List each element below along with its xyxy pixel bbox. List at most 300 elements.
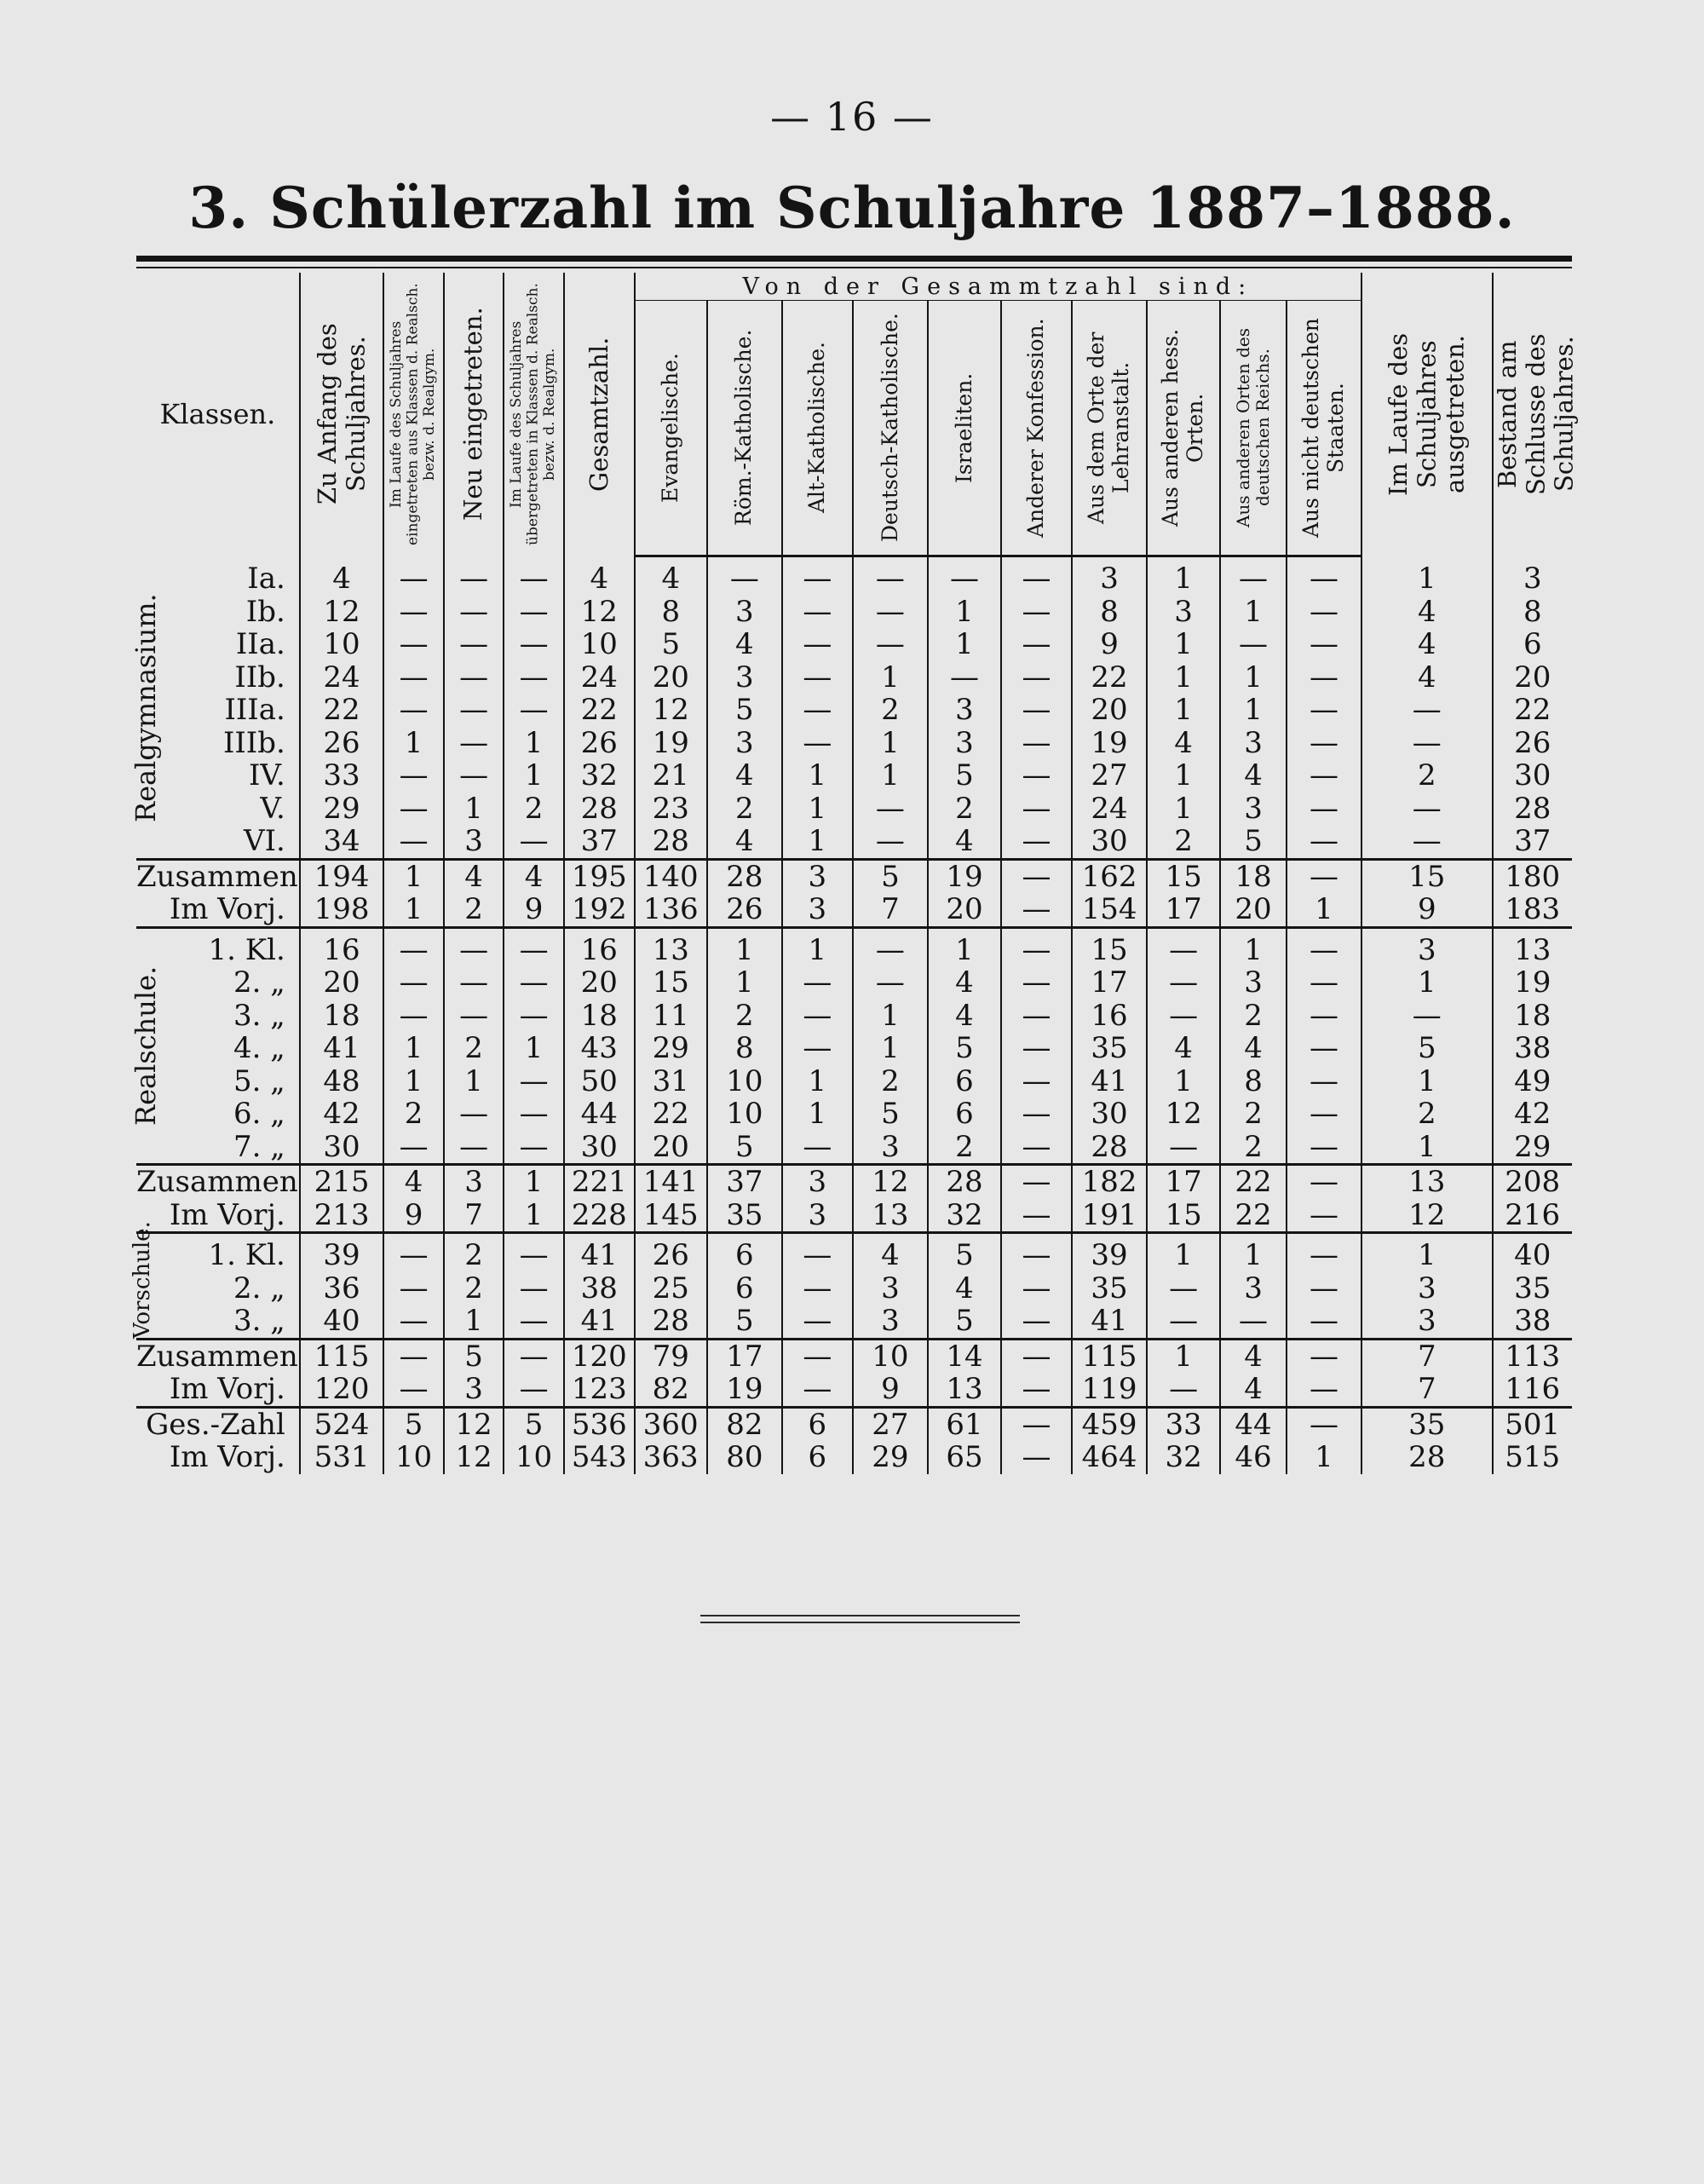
table-row xyxy=(136,759,1572,792)
table-cell: 22 xyxy=(1220,1199,1287,1233)
table-cell: — xyxy=(444,759,504,792)
table-cell: 27 xyxy=(853,1407,928,1441)
table-cell: 2 xyxy=(1220,1131,1287,1165)
table-cell: 82 xyxy=(707,1407,782,1441)
table-cell: 27 xyxy=(1072,759,1147,792)
row-label: Zusammen xyxy=(136,1339,298,1374)
table-cell: 2 xyxy=(1147,825,1220,859)
table-cell: 34 xyxy=(300,825,384,859)
row-label: IV. xyxy=(248,758,285,793)
table-cell: 1 xyxy=(1361,966,1492,1000)
table-cell: 5 xyxy=(635,628,707,661)
table-row xyxy=(136,792,1572,826)
table-cell: 15 xyxy=(635,966,707,1000)
table-cell: 531 xyxy=(300,1441,384,1474)
table-cell: 19 xyxy=(928,859,1001,893)
table-cell: — xyxy=(383,1233,444,1272)
table-cell: 363 xyxy=(635,1441,707,1474)
table-cell: 4 xyxy=(383,1165,444,1199)
table-cell: 543 xyxy=(564,1441,635,1474)
table-cell: 6 xyxy=(707,1272,782,1305)
table-cell: 1 xyxy=(1220,927,1287,966)
table-cell: — xyxy=(504,966,564,1000)
table-cell: — xyxy=(383,759,444,792)
table-cell: — xyxy=(782,727,853,760)
table-cell: — xyxy=(1001,1272,1072,1305)
table-cell: 123 xyxy=(564,1373,635,1407)
table-cell: — xyxy=(1287,1407,1361,1441)
table-cell: 17 xyxy=(707,1339,782,1373)
table-cell: 213 xyxy=(300,1199,384,1233)
table-cell: — xyxy=(782,628,853,661)
table-cell: 4 xyxy=(1361,661,1492,694)
table-cell: 32 xyxy=(928,1199,1001,1233)
header-anderer-konfession: Anderer Konfession. xyxy=(1001,301,1072,556)
row-label: Ges.-Zahl xyxy=(146,1407,285,1442)
table-cell: — xyxy=(1220,1305,1287,1339)
table-cell: 3 xyxy=(707,596,782,629)
table-cell: 26 xyxy=(707,893,782,927)
table-cell: 22 xyxy=(1493,694,1572,727)
row-label: Im Vorj. xyxy=(136,1373,300,1407)
header-eingetreten-aus: Im Laufe des Schuljahres eingetreten aus Klassen d. Realsch. bezw. d. Realgym. xyxy=(383,273,444,556)
table-cell: — xyxy=(782,1032,853,1065)
table-cell: 10 xyxy=(707,1065,782,1098)
table-cell: 3 xyxy=(782,893,853,927)
table-cell: — xyxy=(1287,1272,1361,1305)
table-row xyxy=(136,596,1572,629)
table-cell: — xyxy=(782,1233,853,1272)
sum-row xyxy=(136,893,1572,927)
table-cell: 1 xyxy=(1361,556,1492,596)
table-cell: — xyxy=(1287,1000,1361,1033)
table-cell: — xyxy=(383,1305,444,1339)
table-cell: 35 xyxy=(1493,1272,1572,1305)
table-cell: 4 xyxy=(564,556,635,596)
table-row xyxy=(136,825,1572,859)
table-cell: 17 xyxy=(1147,893,1220,927)
header-klassen: Klassen. xyxy=(159,398,276,431)
table-cell: — xyxy=(1287,596,1361,629)
table-row xyxy=(136,1065,1572,1098)
table-cell: 1 xyxy=(1147,661,1220,694)
sum-row xyxy=(136,1339,1572,1373)
table-cell: 15 xyxy=(1361,859,1492,893)
table-cell: 79 xyxy=(635,1339,707,1373)
table-cell: 9 xyxy=(1072,628,1147,661)
table-cell: 26 xyxy=(564,727,635,760)
row-label: 7. „ xyxy=(136,1131,300,1165)
table-cell: 28 xyxy=(1493,792,1572,826)
table-cell: 191 xyxy=(1072,1199,1147,1233)
header-aus-dem-orte: Aus dem Orte der Lehranstalt. xyxy=(1072,301,1147,556)
table-cell: 228 xyxy=(564,1199,635,1233)
table-cell: 13 xyxy=(635,927,707,966)
table-cell: — xyxy=(1001,1339,1072,1373)
row-label: 5. „ xyxy=(233,1063,285,1098)
table-cell: — xyxy=(444,927,504,966)
table-row xyxy=(136,1272,1572,1305)
table-cell: 208 xyxy=(1493,1165,1572,1199)
table-cell: — xyxy=(504,596,564,629)
table-cell: 3 xyxy=(707,727,782,760)
table-cell: 14 xyxy=(928,1339,1001,1373)
table-cell: 1 xyxy=(853,1000,928,1033)
table-cell: — xyxy=(383,556,444,596)
table-cell: — xyxy=(1361,825,1492,859)
table-cell: — xyxy=(1001,727,1072,760)
table-cell: 4 xyxy=(635,556,707,596)
page-number: — 16 — xyxy=(770,94,934,140)
table-cell: — xyxy=(853,825,928,859)
header-neu-eingetreten: Neu eingetreten. xyxy=(444,273,504,556)
table-cell: — xyxy=(1001,1407,1072,1441)
table-cell: 49 xyxy=(1493,1065,1572,1098)
closing-rule-second xyxy=(700,1622,1020,1623)
table-cell: 1 xyxy=(782,759,853,792)
row-label: Ia. xyxy=(247,561,285,596)
table-cell: — xyxy=(1220,628,1287,661)
table-cell: — xyxy=(782,1339,853,1373)
table-cell: 4 xyxy=(1220,759,1287,792)
table-cell: 1 xyxy=(782,1098,853,1131)
table-cell: 3 xyxy=(853,1131,928,1165)
table-cell: 1 xyxy=(1147,1339,1220,1373)
table-cell: 29 xyxy=(300,792,384,826)
table-cell: 3 xyxy=(928,727,1001,760)
table-cell: 20 xyxy=(564,966,635,1000)
table-cell: — xyxy=(1287,1233,1361,1272)
table-cell: 12 xyxy=(1147,1098,1220,1131)
table-cell: 12 xyxy=(1361,1199,1492,1233)
table-cell: — xyxy=(504,1339,564,1373)
table-cell: — xyxy=(1001,1373,1072,1407)
table-row xyxy=(136,1032,1572,1065)
table-cell: 1 xyxy=(444,792,504,826)
table-cell: 19 xyxy=(1072,727,1147,760)
table-cell: 1 xyxy=(853,759,928,792)
table-cell: — xyxy=(1287,694,1361,727)
table-cell: 41 xyxy=(1072,1065,1147,1098)
table-cell: 1 xyxy=(383,1032,444,1065)
table-cell: 3 xyxy=(1220,792,1287,826)
table-cell: 154 xyxy=(1072,893,1147,927)
section-label: Realschule. xyxy=(130,965,162,1127)
table-cell: 1 xyxy=(853,661,928,694)
table-cell: 29 xyxy=(1493,1131,1572,1165)
table-row xyxy=(136,556,1572,596)
table-cell: 3 xyxy=(1361,1305,1492,1339)
table-cell: 41 xyxy=(564,1305,635,1339)
table-cell: 1 xyxy=(504,727,564,760)
table-cell: 12 xyxy=(853,1165,928,1199)
table-cell: 18 xyxy=(564,1000,635,1033)
table-cell: 28 xyxy=(707,859,782,893)
table-cell: 1 xyxy=(853,727,928,760)
table-cell: — xyxy=(1287,759,1361,792)
table-cell: — xyxy=(1001,556,1072,596)
table-cell: 5 xyxy=(928,1032,1001,1065)
table-cell: 1 xyxy=(1220,661,1287,694)
table-cell: 17 xyxy=(1147,1165,1220,1199)
table-cell: — xyxy=(1287,1098,1361,1131)
table-cell: 6 xyxy=(1493,628,1572,661)
table-cell: 20 xyxy=(635,1131,707,1165)
table-cell: 3 xyxy=(782,1165,853,1199)
table-cell: — xyxy=(504,1131,564,1165)
table-cell: 1 xyxy=(782,1065,853,1098)
table-cell: 195 xyxy=(564,859,635,893)
row-label: Zusammen xyxy=(136,1165,298,1200)
table-cell: 5 xyxy=(504,1407,564,1441)
table-cell: 4 xyxy=(1361,628,1492,661)
table-cell: 1 xyxy=(1361,1131,1492,1165)
table-row xyxy=(136,966,1572,1000)
table-cell: 4 xyxy=(1361,596,1492,629)
table-cell: 33 xyxy=(300,759,384,792)
row-label: 2. „ xyxy=(233,1271,285,1305)
table-cell: 4 xyxy=(853,1233,928,1272)
table-cell: 5 xyxy=(1220,825,1287,859)
table-cell: 20 xyxy=(1072,694,1147,727)
table-cell: 6 xyxy=(707,1233,782,1272)
table-cell: — xyxy=(383,596,444,629)
table-cell: 26 xyxy=(300,727,384,760)
table-cell: 459 xyxy=(1072,1407,1147,1441)
table-cell: 18 xyxy=(1493,1000,1572,1033)
table-cell: 3 xyxy=(1220,727,1287,760)
table-cell: 6 xyxy=(782,1407,853,1441)
table-cell: 22 xyxy=(635,1098,707,1131)
table-cell: 10 xyxy=(853,1339,928,1373)
table-cell: 116 xyxy=(1493,1373,1572,1407)
table-cell: — xyxy=(1287,628,1361,661)
row-label: IIIa. xyxy=(224,693,285,728)
table-cell: 3 xyxy=(444,1165,504,1199)
table-cell: 5 xyxy=(853,859,928,893)
table-cell: — xyxy=(853,628,928,661)
table-cell: 1 xyxy=(504,1199,564,1233)
row-label: 1. Kl. xyxy=(208,932,285,967)
table-cell: 20 xyxy=(1220,893,1287,927)
table-cell: 3 xyxy=(1493,556,1572,596)
table-cell: — xyxy=(504,1000,564,1033)
table-cell: 38 xyxy=(1493,1032,1572,1065)
table-cell: — xyxy=(504,628,564,661)
table-cell: 48 xyxy=(300,1065,384,1098)
table-cell: 194 xyxy=(300,859,384,893)
table-cell: — xyxy=(1147,1131,1220,1165)
table-cell: 13 xyxy=(928,1373,1001,1407)
table-cell: — xyxy=(383,1373,444,1407)
table-cell: 10 xyxy=(300,628,384,661)
table-cell: 360 xyxy=(635,1407,707,1441)
table-cell: 10 xyxy=(564,628,635,661)
table-cell: 10 xyxy=(383,1441,444,1474)
table-cell: 4 xyxy=(1147,727,1220,760)
table-cell: 16 xyxy=(1072,1000,1147,1033)
header-israeliten: Israeliten. xyxy=(928,301,1001,556)
table-cell: 28 xyxy=(1072,1131,1147,1165)
table-cell: 2 xyxy=(1220,1098,1287,1131)
table-cell: 3 xyxy=(444,1373,504,1407)
table-cell: 3 xyxy=(928,694,1001,727)
header-evangelisch: Evangelische. xyxy=(635,301,707,556)
table-cell: — xyxy=(1287,1065,1361,1098)
table-cell: 2 xyxy=(707,792,782,826)
table-cell: — xyxy=(1147,927,1220,966)
table-cell: — xyxy=(1287,1373,1361,1407)
table-cell: — xyxy=(1001,893,1072,927)
table-cell: 1 xyxy=(504,1032,564,1065)
table-cell: — xyxy=(383,1000,444,1033)
table-cell: 37 xyxy=(1493,825,1572,859)
table-cell: 18 xyxy=(300,1000,384,1033)
table-cell: 19 xyxy=(707,1373,782,1407)
table-cell: 1 xyxy=(1147,628,1220,661)
table-cell: — xyxy=(1147,966,1220,1000)
table-header xyxy=(136,273,1579,556)
table-cell: 536 xyxy=(564,1407,635,1441)
table-cell: 2 xyxy=(1361,1098,1492,1131)
top-rule xyxy=(136,256,1572,262)
table-cell: 1 xyxy=(1287,1441,1361,1474)
table-cell: 4 xyxy=(707,628,782,661)
table-cell: 12 xyxy=(635,694,707,727)
table-cell: — xyxy=(1001,1165,1072,1199)
table-cell: — xyxy=(1287,1199,1361,1233)
table-cell: — xyxy=(1287,1165,1361,1199)
table-cell: 182 xyxy=(1072,1165,1147,1199)
table-cell: 1 xyxy=(504,1165,564,1199)
table-cell: 501 xyxy=(1493,1407,1572,1441)
table-cell: 1 xyxy=(1147,694,1220,727)
table-cell: 464 xyxy=(1072,1441,1147,1474)
table-row xyxy=(136,694,1572,727)
row-label: 3. „ xyxy=(233,998,285,1033)
table-cell: 2 xyxy=(444,893,504,927)
table-cell: 4 xyxy=(1220,1032,1287,1065)
table-cell: — xyxy=(782,966,853,1000)
table-cell: 20 xyxy=(300,966,384,1000)
table-cell: — xyxy=(1001,825,1072,859)
header-group-gesammtzahl: Von der Gesammtzahl sind: xyxy=(635,273,1361,301)
table-cell: — xyxy=(1361,694,1492,727)
table-cell: 3 xyxy=(444,825,504,859)
table-cell: 3 xyxy=(1361,927,1492,966)
table-cell: 39 xyxy=(300,1233,384,1272)
table-cell: 19 xyxy=(635,727,707,760)
table-cell: — xyxy=(853,927,928,966)
table-cell: 5 xyxy=(928,1305,1001,1339)
table-cell: 37 xyxy=(707,1165,782,1199)
table-cell: — xyxy=(782,556,853,596)
table-cell: 7 xyxy=(1361,1339,1492,1373)
header-uebergetreten: Im Laufe des Schuljahres übergetreten in Klassen d. Realsch. bezw. d. Realgym. xyxy=(504,273,564,556)
table-cell: 8 xyxy=(1493,596,1572,629)
table-cell: — xyxy=(504,1098,564,1131)
sum-row xyxy=(136,1165,1572,1199)
table-cell: — xyxy=(1287,661,1361,694)
row-label: 3. „ xyxy=(136,1305,300,1339)
table-cell: 3 xyxy=(782,859,853,893)
table-cell: 24 xyxy=(300,661,384,694)
header-deutsch-kath: Deutsch-Katholische. xyxy=(853,301,928,556)
table-cell: — xyxy=(1001,1065,1072,1098)
table-cell: — xyxy=(1001,859,1072,893)
table-cell: 22 xyxy=(300,694,384,727)
table-cell: — xyxy=(1361,792,1492,826)
section-label: Realgymnasium. xyxy=(130,593,162,822)
table-cell: 2 xyxy=(853,1065,928,1098)
table-cell: 1 xyxy=(928,927,1001,966)
table-cell: 5 xyxy=(928,1233,1001,1272)
table-cell: 28 xyxy=(1361,1441,1492,1474)
table-row xyxy=(136,727,1572,760)
table-cell: — xyxy=(1147,1305,1220,1339)
table-cell: — xyxy=(383,825,444,859)
table-cell: — xyxy=(1001,966,1072,1000)
table-cell: 1 xyxy=(1361,1233,1492,1272)
table-cell: — xyxy=(782,1272,853,1305)
table-cell: 8 xyxy=(707,1032,782,1065)
table-cell: — xyxy=(1147,1000,1220,1033)
table-cell: — xyxy=(1001,628,1072,661)
table-cell: 1 xyxy=(444,1305,504,1339)
table-cell: 4 xyxy=(300,556,384,596)
table-cell: — xyxy=(1001,1000,1072,1033)
table-row xyxy=(136,1000,1572,1033)
table-cell: 1 xyxy=(504,759,564,792)
table-cell: 24 xyxy=(564,661,635,694)
table-cell: 18 xyxy=(1220,859,1287,893)
table-cell: — xyxy=(853,792,928,826)
table-cell: 9 xyxy=(853,1373,928,1407)
table-cell: 9 xyxy=(383,1199,444,1233)
table-cell: — xyxy=(1287,1032,1361,1065)
row-label: V. xyxy=(260,791,285,826)
table-cell: — xyxy=(1001,1441,1072,1474)
table-cell: — xyxy=(504,825,564,859)
table-cell: — xyxy=(444,966,504,1000)
table-cell: 4 xyxy=(928,966,1001,1000)
table-cell: — xyxy=(782,1373,853,1407)
table-cell: — xyxy=(504,1272,564,1305)
table-row xyxy=(136,927,1572,966)
table-cell: 80 xyxy=(707,1441,782,1474)
table-cell: 3 xyxy=(1220,966,1287,1000)
table-cell: 5 xyxy=(928,759,1001,792)
row-label: 2. „ xyxy=(233,965,285,1000)
table-cell: 30 xyxy=(1072,1098,1147,1131)
table-row xyxy=(136,1233,1572,1272)
table-cell: 1 xyxy=(383,727,444,760)
header-deutschen-reichs: Aus anderen Orten des deutschen Reichs. xyxy=(1220,301,1287,556)
row-label: IIIb. xyxy=(222,725,285,760)
table-cell: 162 xyxy=(1072,859,1147,893)
table-cell: 28 xyxy=(635,1305,707,1339)
table-cell: 5 xyxy=(444,1339,504,1373)
table-cell: — xyxy=(928,661,1001,694)
table-cell: 3 xyxy=(853,1272,928,1305)
page-title: 3. Schülerzahl im Schuljahre 1887–1888. xyxy=(188,175,1516,241)
table-cell: 4 xyxy=(928,825,1001,859)
table-cell: — xyxy=(1287,966,1361,1000)
table-cell: 13 xyxy=(1361,1165,1492,1199)
table-cell: 38 xyxy=(564,1272,635,1305)
table-cell: 1 xyxy=(1147,1065,1220,1098)
table-cell: 4 xyxy=(707,759,782,792)
